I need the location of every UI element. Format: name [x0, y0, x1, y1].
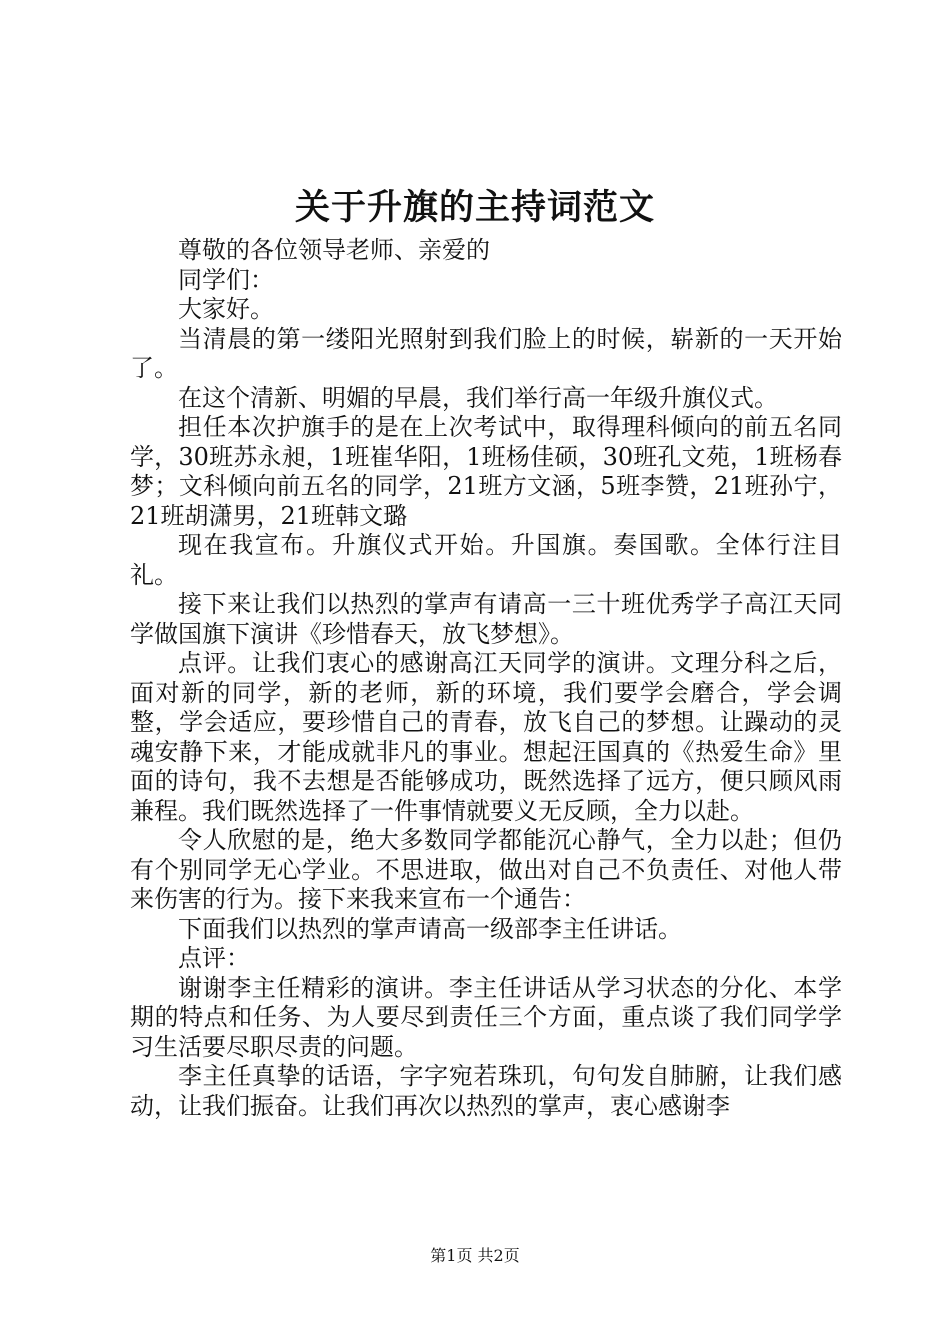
body-paragraph: 现在我宣布。升旗仪式开始。升国旗。奏国歌。全体行注目礼。 — [130, 531, 842, 589]
page-number-footer: 第1页 共2页 — [430, 1246, 520, 1265]
body-paragraph: 令人欣慰的是，绝大多数同学都能沉心静气，全力以赴；但仍有个别同学无心学业。不思进取，做出对自己不负责任、对他人带来伤害的行为。接下来我来宣布一个通告： — [130, 826, 842, 913]
body-paragraph: 担任本次护旗手的是在上次考试中，取得理科倾向的前五名同学，30班苏永昶，1班崔华阳，1班杨佳硕，30班孔文苑，1班杨春梦；文科倾向前五名的同学，21班方文涵，5班李赞，21班孙宁，21班胡潇男，21班韩文璐 — [130, 413, 842, 530]
body-paragraph: 下面我们以热烈的掌声请高一级部李主任讲话。 — [178, 914, 682, 943]
body-paragraph: 在这个清新、明媚的早晨，我们举行高一年级升旗仪式。 — [178, 383, 778, 412]
body-paragraph: 尊敬的各位领导老师、亲爱的 — [178, 236, 490, 264]
body-paragraph: 点评： — [178, 944, 250, 972]
body-paragraph: 谢谢李主任精彩的演讲。李主任讲话从学习状态的分化、本学期的特点和任务、为人要尽到责任三个方面，重点谈了我们同学学习生活要尽职尽责的问题。 — [130, 973, 842, 1061]
body-paragraph: 当清晨的第一缕阳光照射到我们脸上的时候，崭新的一天开始了。 — [130, 324, 842, 382]
body-paragraph: 点评。让我们衷心的感谢高江天同学的演讲。文理分科之后，面对新的同学，新的老师，新的环境，我们要学会磨合，学会调整，学会适应，要珍惜自己的青春，放飞自己的梦想。让躁动的灵魂安静下来，才能成就非凡的事业。想起汪国真的《热爱生命》里面的诗句，我不去想是否能够成功，既然选择了远方，便只顾风雨兼程。我们既然选择了一件事情就要义无反顾，全力以赴。 — [130, 649, 842, 825]
body-paragraph: 同学们： — [178, 265, 274, 294]
document-title: 关于升旗的主持词范文 — [294, 187, 655, 228]
body-paragraph: 大家好。 — [178, 295, 274, 323]
body-paragraph: 李主任真挚的话语，字字宛若珠玑，句句发自肺腑，让我们感动，让我们振奋。让我们再次以热烈的掌声，衷心感谢李 — [130, 1062, 842, 1120]
document-body — [130, 236, 842, 1121]
body-paragraph: 接下来让我们以热烈的掌声有请高一三十班优秀学子高江天同学做国旗下演讲《珍惜春天，放飞梦想》。 — [130, 590, 842, 648]
